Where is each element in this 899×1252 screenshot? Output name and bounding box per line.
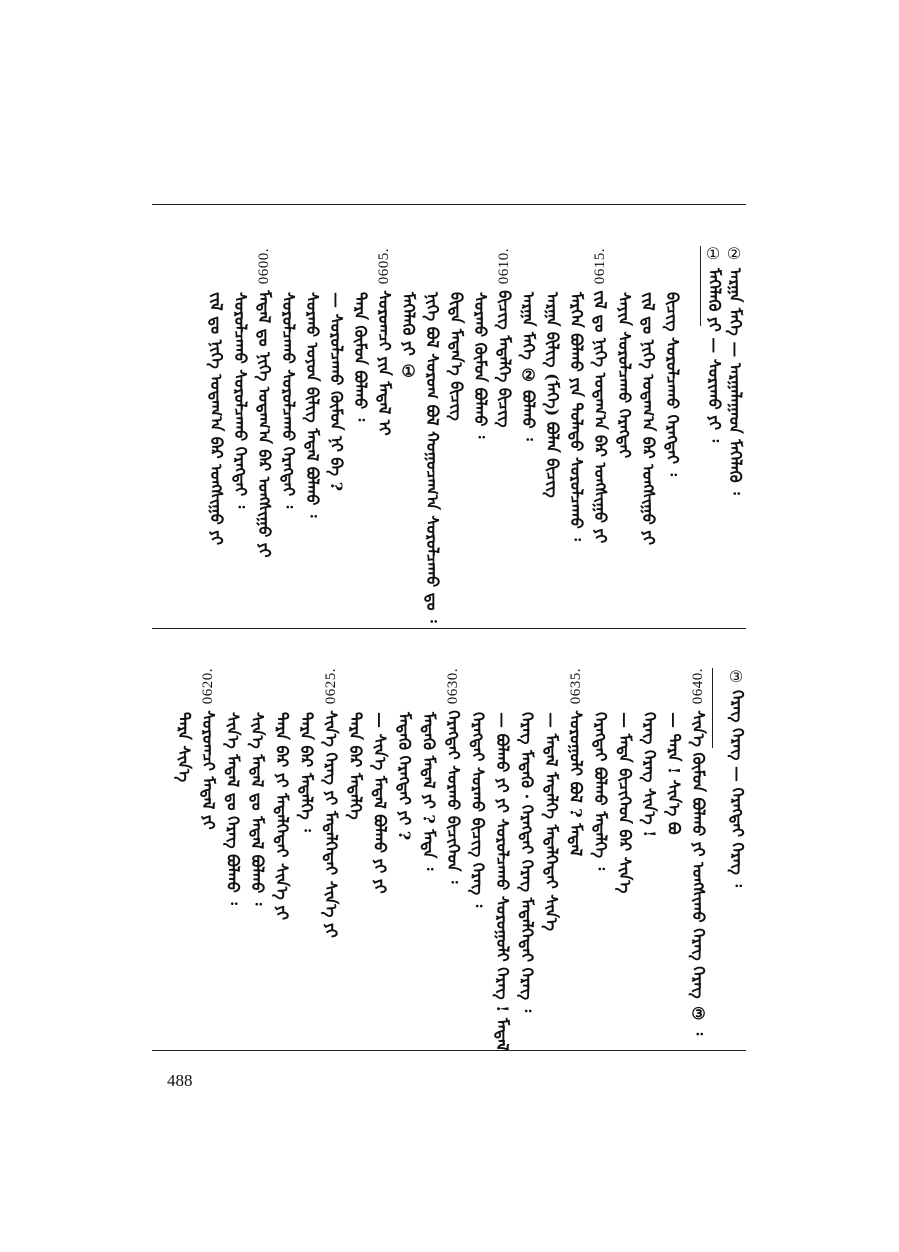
text-line [400, 292, 416, 380]
line-text: ᠲᠡᠷᠡ ᠬᠦᠮᠦᠨ ᠪᠣᠯᠬᠤ ᠄ [351, 292, 370, 422]
line-number: 0610. [496, 248, 512, 285]
page-number: 488 [167, 1071, 193, 1090]
line-text: — ᠮᠡᠳᠡᠯ ᠮᠡᠳᠡᠯᠭᠡ ᠮᠡᠳᠡᠯᠭᠡᠲᠡᠢ ᠰᠢᠨ᠎ᠡ [542, 712, 561, 932]
upper-footnote-1 [706, 268, 722, 442]
text-line [280, 292, 296, 508]
line-text: ᠰᠤᠷᠬᠤ ᠤᠶᠤᠨ ᠪᠢᠯᠢᠭ ᠮᠡᠳᠡᠯ ᠪᠣᠯᠬᠤ ᠄ [303, 292, 322, 518]
text-line [396, 712, 412, 840]
line-text: — ᠪᠣᠯᠬᠤ ᠶᠢ ᠶᠢ ᠰᠤᠷᠤᠯᠴᠠᠬᠤ ᠰᠤᠷᠤᠭᠤᠯᠢ ᠬᠡᠷᠡᠭ ! ᠮᠡᠳᠡᠯ [493, 712, 512, 1051]
text-line [690, 668, 706, 1035]
line-text: ᠰᠤᠷᠬᠤ ᠬᠦᠮᠦᠨ ᠪᠣᠯᠬᠤ ᠄ [471, 292, 490, 439]
line-text: ᠰᠢᠨ᠎ᠡ ᠬᠡᠷᠡᠭ ᠶᠢ ᠮᠡᠳᠡᠯᠭᠡᠲᠡᠢ ᠰᠢᠨ᠎ᠡ ᠶᠢ [321, 710, 341, 938]
upper-footnote-2 [727, 268, 743, 495]
line-text: ᠠᠷᠭᠠ ᠪᠢᠯᠢᠭ (ᠮᠡᠬᠡ) ᠪᠣᠯᠠᠨ ᠪᠢᠴᠢᠭ [543, 292, 562, 498]
text-line [256, 248, 272, 558]
text-line [376, 248, 392, 436]
line-text: ᠵᠢᠯ ᠳᠤ ᠨᠢᠭᠡ ᠤᠳᠠᠭ᠎ᠠ ᠪᠡᠷ ᠤᠩᠰᠢᠭᠤ ᠶᠢ [591, 290, 610, 544]
text-line [448, 292, 464, 421]
footnote-marker: ② [726, 244, 742, 263]
line-number: 0605. [376, 248, 392, 285]
line-text: ᠲᠡᠷᠡ ᠪᠡᠷ ᠶᠢ ᠮᠡᠳᠡᠯᠭᠡᠲᠡᠢ ᠰᠢᠨ᠎ᠡ ᠶᠢ [272, 712, 292, 921]
line-text: ᠮᠡᠳᠡᠬᠦ ᠮᠡᠳᠡᠯ ᠶᠢ ? ᠮᠡᠳᠡ ᠄ [419, 712, 439, 871]
text-line [328, 292, 344, 491]
footnote-text: ᠮᠡᠬᠡᠯᠡᠬᠦ ᠶᠢ — ᠰᠣᠷᠢᠬᠤ ᠶᠢ ᠄ [705, 268, 724, 443]
text-line [520, 292, 536, 441]
text-line [519, 712, 535, 1012]
text-line [472, 292, 488, 438]
line-text: ᠰᠤᠷᠤᠯᠴᠠᠬᠤ ᠰᠤᠷᠤᠯᠴᠠᠬᠤ ᠬᠡᠷᠡᠭᠲᠡᠢ ᠄ [231, 292, 250, 509]
text-line [249, 712, 265, 905]
text-line [617, 712, 633, 893]
line-text: ᠰᠢᠨ᠎ᠡ ᠮᠡᠳᠡᠯ ᠳᠤ ᠮᠡᠳᠡᠯ ᠪᠣᠯᠬᠤ ᠄ [248, 712, 267, 906]
text-line [592, 712, 608, 870]
top-rule [152, 204, 746, 205]
text-line [568, 292, 584, 541]
text-line [372, 712, 388, 894]
line-text: ᠲᠡᠷᠡ ᠪᠡᠷ ᠮᠡᠳᠡᠯᠭᠡ ᠄ [297, 712, 316, 832]
line-text: ᠮᠡᠬᠡᠯᠡᠬᠦ ᠶᠢ ① [399, 292, 418, 381]
line-text: ᠲᠡᠷᠡ ᠪᠡᠷ ᠮᠡᠳᠡᠯᠭᠡ [346, 712, 365, 820]
line-text: — ᠰᠤᠷᠤᠯᠴᠠᠬᠤ ᠬᠦᠮᠦᠨ ᠨᠢ ᠪᠡ ? [327, 292, 346, 492]
line-text: ᠰᠠᠶᠢᠨ ᠰᠤᠷᠤᠯᠴᠠᠬᠤ ᠬᠡᠷᠡᠭᠲᠡᠢ [615, 292, 634, 459]
line-text: ᠰᠢᠨ᠎ᠡ ᠮᠡᠳᠡᠯ ᠳᠤ ᠬᠡᠷᠡᠭ ᠪᠣᠯᠬᠤ ᠄ [223, 712, 243, 905]
line-number: 0640. [690, 668, 706, 705]
text-line [664, 292, 680, 476]
line-text: ᠬᠡᠷᠡᠭᠲᠡᠢ ᠰᠤᠷᠬᠤ ᠪᠢᠴᠢᠭᠡᠳ ᠄ [444, 710, 463, 884]
text-line [470, 712, 486, 907]
line-text: ᠨᠢᠭᠡ ᠪᠣᠯ ᠰᠤᠷᠤᠭ ᠪᠣᠯ ᠬᠤᠭᠤᠴᠠᠭ᠎ᠠ ᠰᠤᠷᠤᠯᠴᠠᠬᠤ ᠳᠤ ᠄ [423, 292, 442, 623]
text-line [544, 292, 560, 498]
bottom-rule [152, 1050, 746, 1051]
line-text: — ᠲᠡᠷᠡ ! ᠰᠢᠨ᠎ᠡ ᠪᠣ [664, 712, 684, 835]
middle-rule [152, 628, 746, 629]
line-text: ᠰᠤᠷᠤᠭᠤᠯᠢ ᠪᠣᠯ ? ᠮᠡᠳᠡᠯ [566, 710, 586, 857]
line-text: ᠲᠡᠷᠡ ᠰᠢᠨ᠎ᠡ [174, 712, 194, 783]
line-text: ᠰᠢᠨ᠎ᠡ ᠬᠦᠮᠦᠨ ᠪᠣᠯᠬᠤ ᠶᠢ ᠤᠩᠰᠢᠬᠤ ᠬᠡᠷᠡᠭ ᠬᠡᠷᠡᠭ ③ ᠄ [689, 710, 708, 1036]
text-line [445, 668, 461, 883]
text-line [176, 712, 192, 782]
line-text: ᠪᠢᠴᠢᠭ ᠮᠡᠳᠡᠯᠭᠡ ᠪᠢᠴᠢᠭ [495, 290, 514, 428]
line-text: ᠬᠡᠷᠡᠭᠲᠡᠢ ᠪᠣᠯᠬᠤ ᠮᠡᠳᠡᠯᠭᠡ ᠄ [591, 712, 610, 871]
line-number: 0630. [445, 668, 461, 705]
line-number: 0615. [592, 248, 608, 285]
line-text: ᠬᠡᠷᠡᠭ ᠬᠡᠷᠡᠭ ᠰᠢᠨ᠎ᠡ ! [640, 712, 659, 838]
text-line [200, 668, 216, 830]
text-line [592, 248, 608, 543]
line-text: ᠬᠡᠷᠡᠭᠲᠡᠢ ᠰᠤᠷᠬᠤ ᠪᠢᠴᠢᠭ ᠬᠡᠷᠡᠭ ᠄ [468, 712, 488, 908]
footnote-marker: ① [705, 244, 721, 263]
text-line [274, 712, 290, 920]
line-number: 0625. [322, 668, 339, 705]
line-text: ᠬᠡᠷᠡᠭ ᠮᠡᠳᠡᠬᠦ · ᠬᠡᠷᠡᠭᠲᠡᠢ ᠬᠡᠷᠡᠭ ᠮᠡᠳᠡᠯᠭᠡᠲᠡᠢ ᠬᠡᠷᠡᠭ ᠄ [517, 712, 537, 1013]
text-line [421, 712, 437, 870]
lower-footnote-3 [729, 690, 745, 887]
text-line [640, 292, 656, 545]
text-line [232, 292, 248, 508]
text-line [225, 712, 241, 905]
line-text: ᠰᠤᠷᠤᠯᠴᠠᠬᠤ ᠰᠤᠷᠤᠯᠴᠠᠬᠤ ᠬᠡᠷᠡᠭᠲᠡᠢ ᠄ [279, 292, 298, 509]
line-text: ᠪᠢᠳᠡ ᠮᠡᠳᠡᠨ᠎ᠡ ᠪᠢᠴᠢᠭ [447, 292, 466, 421]
footnote-marker: ③ [728, 667, 744, 686]
text-line [666, 712, 682, 835]
footnote-text: ᠬᠡᠷᠡᠭ ᠬᠡᠷᠡᠭ — ᠬᠡᠷᠡᠭᠲᠡᠢ ᠬᠡᠷᠡᠭ ᠄ [728, 690, 747, 888]
line-text: ᠮᠡᠷᠭᠡᠨ ᠪᠣᠯᠬᠤ ᠶᠢᠨ ᠲᠤᠯᠠᠳᠤ ᠰᠤᠷᠤᠯᠴᠠᠬᠤ ᠄ [567, 292, 586, 541]
line-text: ᠵᠢᠯ ᠳᠤ ᠨᠢᠭᠡ ᠤᠳᠠᠭ᠎ᠠ ᠪᠡᠷ ᠤᠩᠰᠢᠭᠤ ᠶᠢ [639, 292, 658, 546]
footnote-text: ᠠᠷᠭᠠ ᠮᠡᠬᠡ — ᠠᠷᠭᠠᠯᠠᠭᠠᠳ ᠮᠡᠬᠡᠯᠡᠬᠦ ᠄ [726, 268, 745, 495]
text-line [494, 712, 510, 1051]
line-number: 0600. [256, 248, 272, 285]
lower-footnote-separator [712, 668, 713, 748]
line-text: — ᠮᠡᠳᠡ ᠪᠢᠴᠢᠭᠡᠳ ᠪᠡᠷ ᠰᠢᠨ᠎ᠡ [615, 712, 635, 894]
line-text: ᠰᠤᠷᠤᠭᠴᠢ ᠶᠢᠨ ᠮᠡᠳᠡᠯ ᠢ [375, 290, 394, 436]
line-text: ᠰᠤᠷᠤᠭᠴᠢ ᠮᠡᠳᠡᠯ ᠶᠢ [199, 710, 218, 830]
line-text: ᠠᠷᠭᠠ ᠮᠡᠬᠡ ② ᠪᠣᠯᠬᠤ ᠄ [519, 292, 538, 441]
line-text: ᠮᠡᠳᠡᠯ ᠳᠤ ᠨᠢᠭᠡ ᠤᠳᠠᠭ᠎ᠠ ᠪᠡᠷ ᠤᠩᠰᠢᠭᠤ ᠶᠢ [255, 290, 274, 558]
line-text: ᠵᠢᠯ ᠳᠤ ᠨᠢᠭᠡ ᠤᠳᠠᠭ᠎ᠠ ᠪᠡᠷ ᠤᠩᠰᠢᠭᠤ ᠶᠢ [207, 292, 226, 546]
line-text: — ᠰᠢᠨ᠎ᠡ ᠮᠡᠳᠡᠯ ᠪᠣᠯᠬᠤ ᠶᠢ ᠶᠢ [370, 712, 390, 894]
text-line [323, 668, 339, 938]
text-line [347, 712, 363, 820]
text-line [496, 248, 512, 428]
text-line [304, 292, 320, 517]
text-line [616, 292, 632, 458]
text-line [543, 712, 559, 931]
text-line [568, 668, 584, 856]
text-line [352, 292, 368, 421]
upper-footnote-separator [700, 246, 701, 326]
text-line [641, 712, 657, 837]
line-number: 0635. [567, 668, 584, 705]
line-text: ᠮᠡᠳᠡᠬᠦ ᠬᠡᠷᠡᠭᠲᠡᠢ ᠶᠢ ? [395, 712, 414, 841]
line-number: 0620. [200, 668, 216, 705]
text-line [424, 292, 440, 623]
text-line [298, 712, 314, 832]
line-text: ᠪᠢᠴᠢᠭ ᠰᠤᠷᠤᠯᠴᠠᠬᠤ ᠬᠡᠷᠡᠭᠲᠡᠢ ᠄ [663, 292, 682, 476]
text-line [208, 292, 224, 545]
